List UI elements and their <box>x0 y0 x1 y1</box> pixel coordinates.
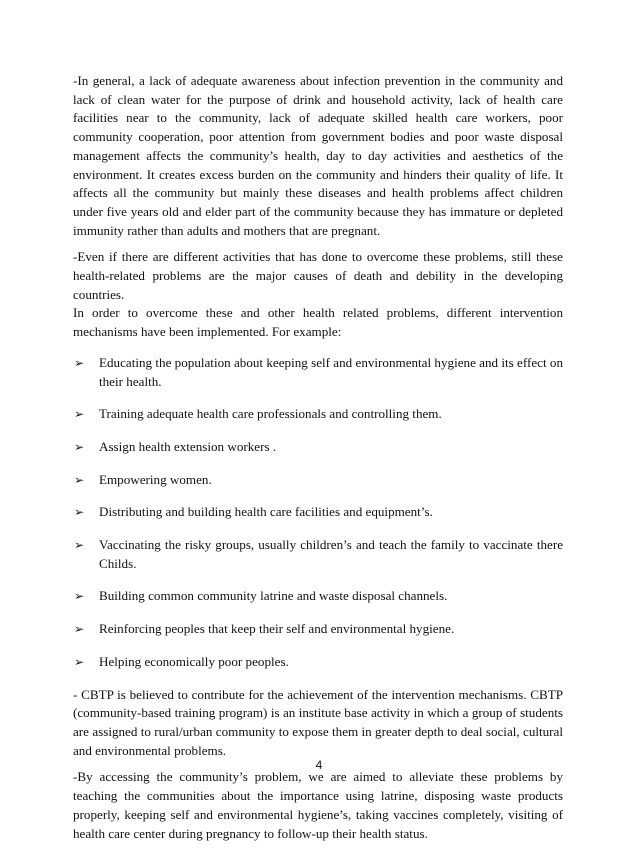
list-item <box>73 438 563 457</box>
document-page <box>73 72 563 851</box>
list-item <box>73 354 563 391</box>
arrow-bullet-icon: ➢ <box>74 439 85 454</box>
list-item-text: Educating the population about keeping self and environmental hygiene and its effect on their health. <box>99 354 563 389</box>
list-item <box>73 536 563 573</box>
list-item <box>73 620 563 639</box>
arrow-bullet-icon: ➢ <box>74 355 85 370</box>
arrow-bullet-icon: ➢ <box>74 505 85 520</box>
list-item-text: Helping economically poor peoples. <box>99 653 289 669</box>
list-item-text: Building common community latrine and waste disposal channels. <box>99 588 448 604</box>
list-item-text: Assign health extension workers . <box>99 438 277 454</box>
list-item <box>73 503 563 522</box>
paragraph-intervention-intro: In order to overcome these and other health related problems, different intervention mechanisms have been implemented. For example: <box>73 305 563 340</box>
list-item <box>73 653 563 672</box>
arrow-bullet-icon: ➢ <box>74 622 85 637</box>
list-item-text: Vaccinating the risky groups, usually children’s and teach the family to vaccinate there Childs. <box>99 537 563 571</box>
arrow-bullet-icon: ➢ <box>74 472 85 487</box>
paragraph-health-problems: -Even if there are different activities that has done to overcome these problems, still these health-related problems are the major causes of death and debility in the developing countries. <box>73 249 563 302</box>
arrow-bullet-icon: ➢ <box>74 654 85 669</box>
arrow-bullet-icon: ➢ <box>74 589 85 604</box>
arrow-bullet-icon: ➢ <box>74 538 85 553</box>
paragraph-aims: -By accessing the community’s problem, we are aimed to alleviate these problems by teaching the communities about the importance using latrine, disposing waste products properly, keeping self and environmental hygiene’s, taking vaccines completely, visiting of health care center during pregnancy to follow-up their health status. <box>73 769 563 841</box>
paragraph-cbtp: - CBTP is believed to contribute for the achievement of the intervention mechanisms. CBTP (community-based training program) is an institute base activity in which a group of students are assigned to rural/urban community to expose them in greater depth to deal social, cultural and environmental problems. <box>73 686 563 758</box>
list-item <box>73 587 563 606</box>
list-item-text: Empowering women. <box>99 471 212 487</box>
list-item <box>73 405 563 424</box>
arrow-bullet-icon: ➢ <box>74 407 85 422</box>
list-item-text: Distributing and building health care facilities and equipment’s. <box>99 504 433 520</box>
intervention-list <box>73 354 563 672</box>
list-item-text: Reinforcing peoples that keep their self and environmental hygiene. <box>99 621 455 637</box>
paragraph-awareness: -In general, a lack of adequate awareness about infection prevention in the community and lack of clean water for the purpose of drink and household activity, lack of health care facilities near to the community, lack of adequate skilled health care workers, poor community cooperation, poor attention from government bodies and poor waste disposal management affects the community’s health, day to day activities and aesthetics of the environment. It creates excess burden on the community and hinders their quality of life. It affects all the community but mainly these diseases and health problems affect children under five years old and elder part of the community because they has immature or depleted immunity rather than adults and mothers that are pregnant. <box>73 73 563 238</box>
list-item-text: Training adequate health care professionals and controlling them. <box>99 406 442 422</box>
list-item <box>73 471 563 490</box>
page-number: 4 <box>315 758 323 772</box>
